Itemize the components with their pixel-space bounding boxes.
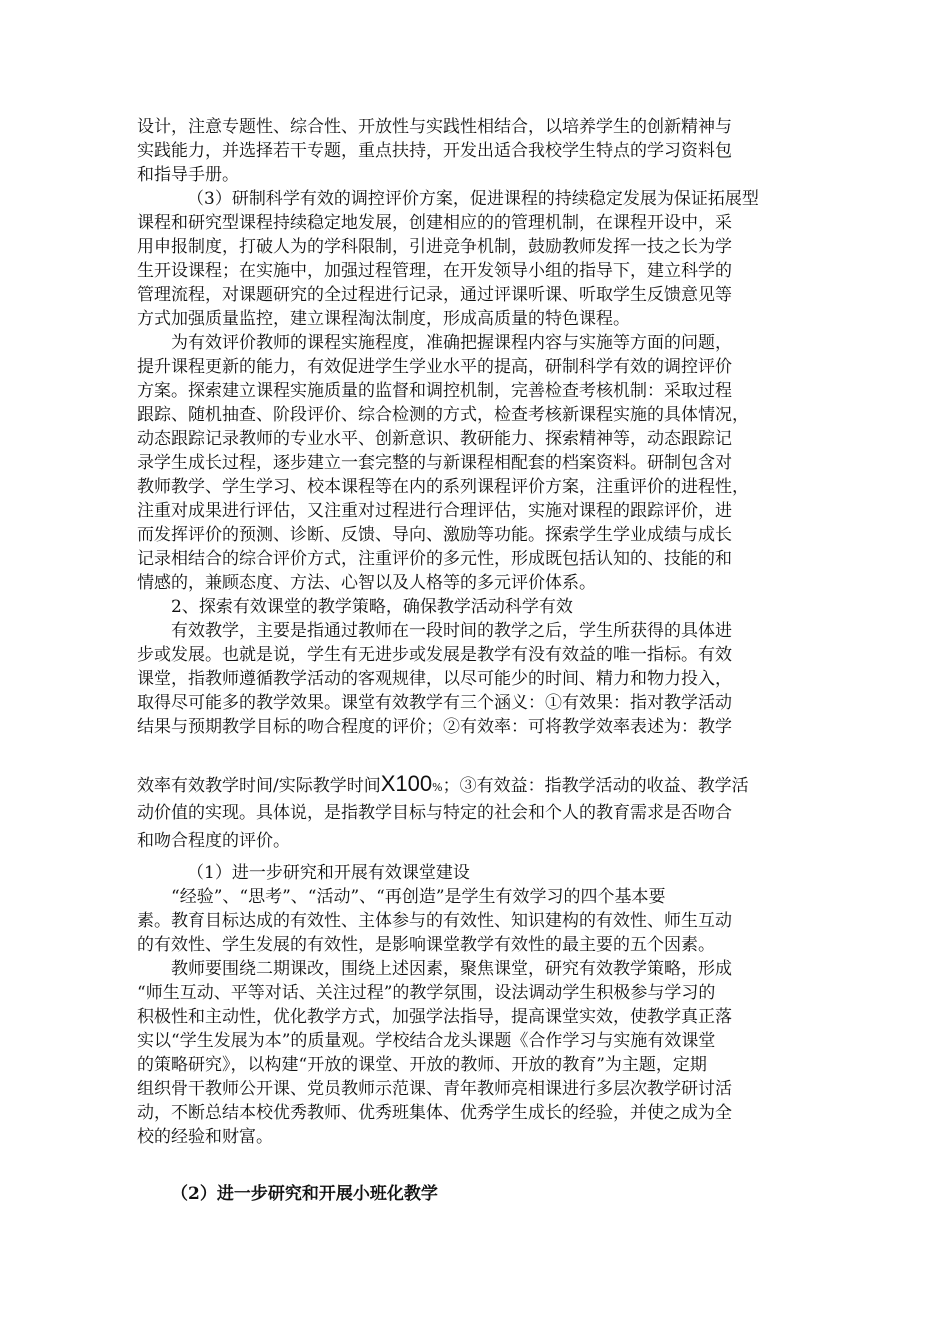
text-line: 实以“学生发展为本”的质量观。学校结合龙头课题《合作学习与实施有效课堂: [137, 1031, 716, 1051]
text-line: 提升课程更新的能力，有效促进学生学业水平的提高，研制科学有效的调控评价: [137, 357, 732, 377]
text-line: 课堂，指教师遵循教学活动的客观规律，以尽可能少的时间、精力和物力投入，: [137, 669, 732, 689]
text-line: 组织骨干教师公开课、党员教师示范课、青年教师亮相课进行多层次教学研讨活: [137, 1079, 732, 1099]
text-line: 步或发展。也就是说，学生有无进步或发展是教学有没有效益的唯一指标。有效: [137, 645, 732, 665]
subsection-heading-bold: （2）进一步研究和开展小班化教学: [171, 1184, 438, 1204]
formula-line: [137, 769, 749, 799]
text-line: 设计，注意专题性、综合性、开放性与实践性相结合，以培养学生的创新精神与: [137, 117, 732, 137]
text-line: （3）研制科学有效的调控评价方案，促进课程的持续稳定发展为保证拓展型: [187, 189, 759, 209]
text-line: 管理流程，对课题研究的全过程进行记录，通过评课听课、听取学生反馈意见等: [137, 285, 732, 305]
text-line: 情感的，兼顾态度、方法、心智以及人格等的多元评价体系。: [137, 573, 596, 593]
text-line: 方式加强质量监控，建立课程淘汰制度，形成高质量的特色课程。: [137, 309, 630, 329]
text-line: 取得尽可能多的教学效果。课堂有效教学有三个涵义：①有效果：指对教学活动: [137, 693, 732, 713]
text-line: 动，不断总结本校优秀教师、优秀班集体、优秀学生成长的经验，并使之成为全: [137, 1103, 732, 1123]
text-line: 注重对成果进行评估，又注重对过程进行合理评估，实施对课程的跟踪评价，进: [137, 501, 732, 521]
formula-hundred: 100: [395, 771, 433, 796]
text-line: 跟踪、随机抽查、阶段评价、综合检测的方式，检查考核新课程实施的具体情况，: [137, 405, 749, 425]
text-line: 录学生成长过程，逐步建立一套完整的与新课程相配套的档案资料。研制包含对: [137, 453, 732, 473]
formula-multiply-sign: X: [380, 771, 396, 796]
text-line: 实践能力，并选择若干专题，重点扶持，开发出适合我校学生特点的学习资料包: [137, 141, 732, 161]
text-line: 积极性和主动性，优化教学方式，加强学法指导，提高课堂实效，使教学真正落: [137, 1007, 732, 1027]
formula-text-after: ；③有效益：指教学活动的收益、教学活: [442, 776, 749, 796]
text-line: 的有效性、学生发展的有效性，是影响课堂教学有效性的最主要的五个因素。: [137, 935, 715, 955]
text-line: 的策略研究》，以构建“开放的课堂、开放的教师、开放的教育”为主题，定期: [137, 1055, 707, 1075]
text-line: 生开设课程；在实施中，加强过程管理，在开发领导小组的指导下，建立科学的: [137, 261, 732, 281]
subsection-heading: （1）进一步研究和开展有效课堂建设: [187, 863, 470, 883]
text-line: 而发挥评价的预测、诊断、反馈、导向、激励等功能。探索学生学业成绩与成长: [137, 525, 732, 545]
formula-percent: %: [432, 781, 443, 794]
text-line: 结果与预期教学目标的吻合程度的评价；②有效率：可将教学效率表述为：教学: [137, 717, 732, 737]
text-line: 教师教学、学生学习、校本课程等在内的系列课程评价方案，注重评价的进程性，: [137, 477, 749, 497]
text-line: “师生互动、平等对话、关注过程”的教学氛围，设法调动学生积极参与学习的: [137, 983, 716, 1003]
text-line: 课程和研究型课程持续稳定地发展，创建相应的的管理机制，在课程开设中，采: [137, 213, 732, 233]
text-line: 和吻合程度的评价。: [137, 831, 290, 851]
text-line: 教师要围绕二期课改，围绕上述因素，聚焦课堂，研究有效教学策略，形成: [171, 959, 732, 979]
text-line: 素。教育目标达成的有效性、主体参与的有效性、知识建构的有效性、师生互动: [137, 911, 732, 931]
text-line: 动态跟踪记录教师的专业水平、创新意识、教研能力、探索精神等，动态跟踪记: [137, 429, 732, 449]
text-line: 动价值的实现。具体说，是指教学目标与特定的社会和个人的教育需求是否吻合: [137, 803, 732, 823]
text-line: 校的经验和财富。: [137, 1127, 273, 1147]
text-line: 为有效评价教师的课程实施程度，准确把握课程内容与实施等方面的问题，: [171, 333, 732, 353]
formula-text-before: 效率有效教学时间/实际教学时间: [137, 776, 381, 796]
text-line: 记录相结合的综合评价方式，注重评价的多元性，形成既包括认知的、技能的和: [137, 549, 732, 569]
text-line: 和指导手册。: [137, 165, 239, 185]
text-line: “经验”、“思考”、“活动”、“再创造”是学生有效学习的四个基本要: [171, 887, 666, 907]
section-heading: 2、探索有效课堂的教学策略，确保教学活动科学有效: [171, 597, 573, 617]
text-line: 用申报制度，打破人为的学科限制，引进竞争机制，鼓励教师发挥一技之长为学: [137, 237, 732, 257]
text-line: 方案。探索建立课程实施质量的监督和调控机制，完善检查考核机制：采取过程: [137, 381, 732, 401]
text-line: 有效教学，主要是指通过教师在一段时间的教学之后，学生所获得的具体进: [171, 621, 732, 641]
